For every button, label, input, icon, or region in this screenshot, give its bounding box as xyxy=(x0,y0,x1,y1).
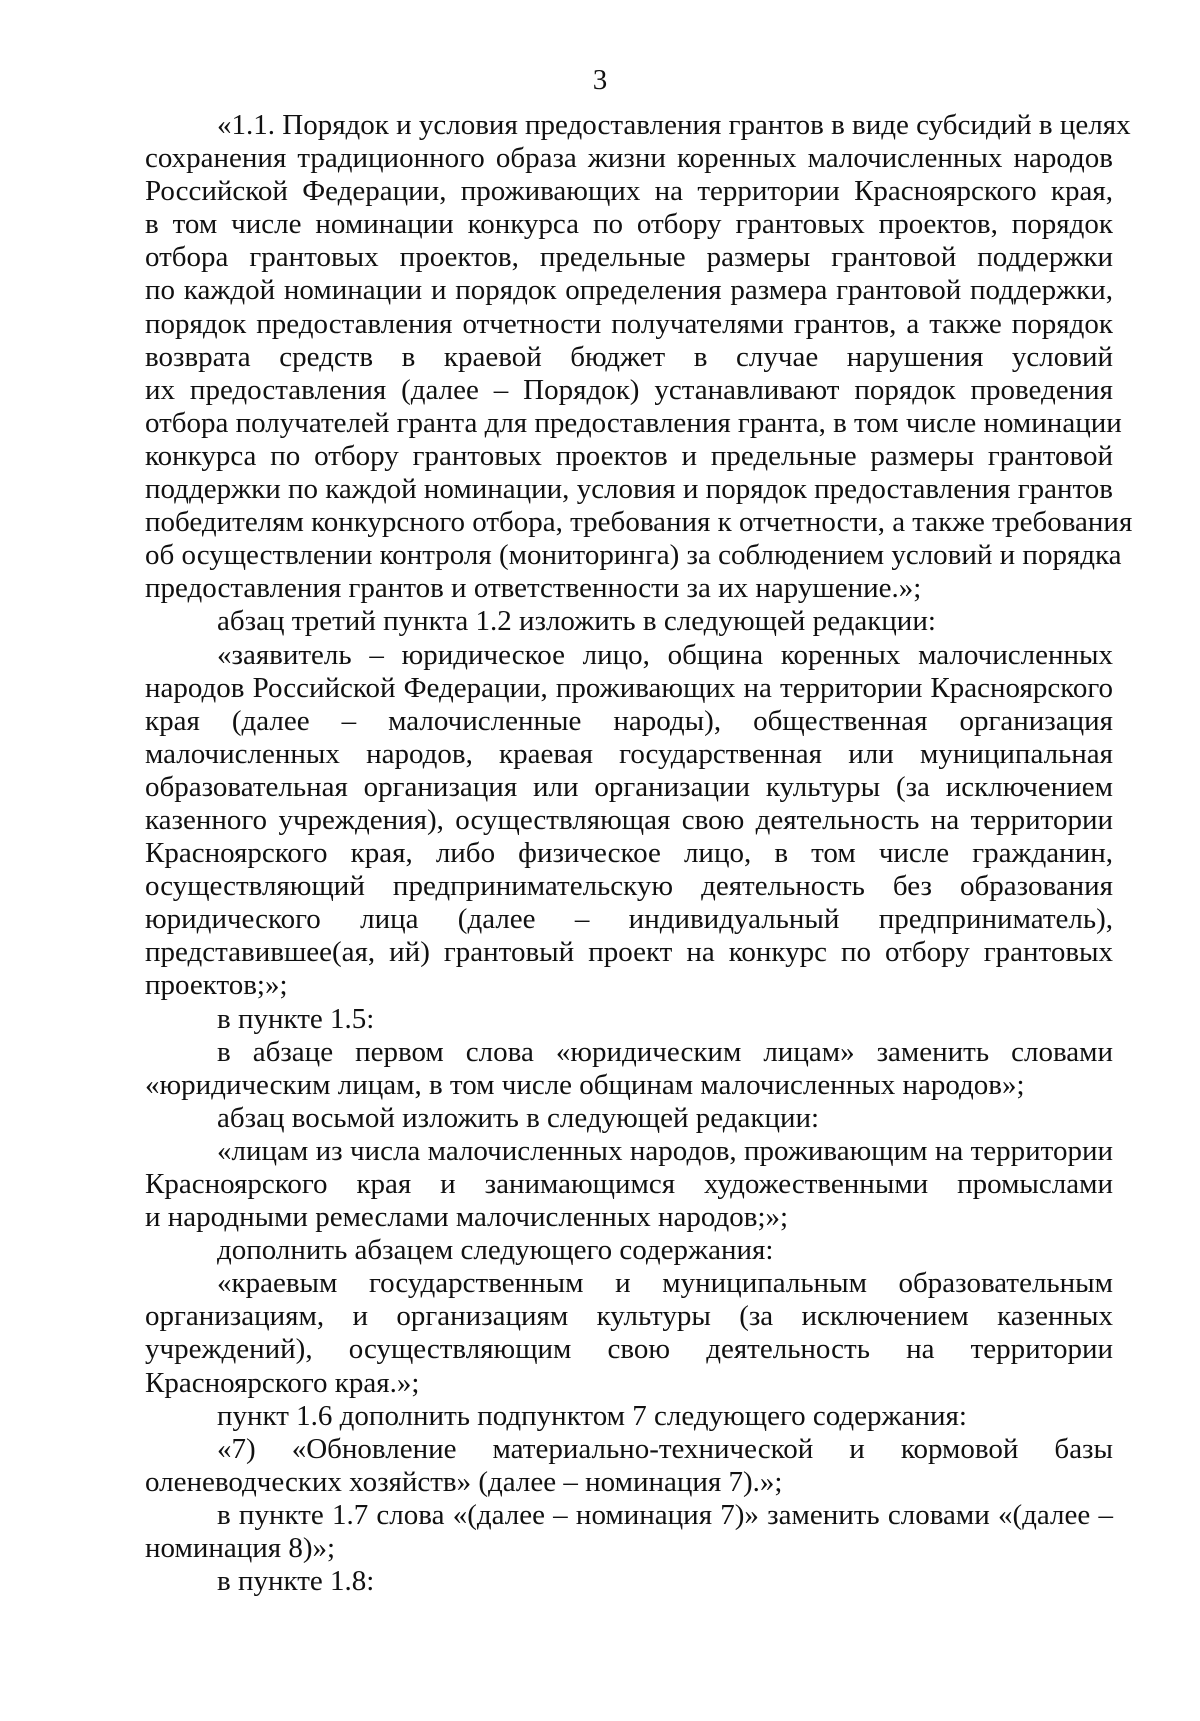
paragraph xyxy=(145,1565,1113,1598)
text-line: Красноярского края и занимающимся художественными промыслами xyxy=(145,1168,1113,1200)
text-line: порядок предоставления отчетности получателями грантов, а также порядок xyxy=(145,307,1113,340)
text-line: Красноярского края.»; xyxy=(145,1366,420,1399)
text-line: и народными ремеслами малочисленных народов;»; xyxy=(145,1201,789,1234)
text-line: конкурса по отбору грантовых проектов и предельные размеры грантовой xyxy=(145,439,1113,472)
paragraph xyxy=(145,639,1113,1003)
text-line: их предоставления (далее – Порядок) устанавливают порядок проведения xyxy=(145,373,1113,406)
text-line: Российской Федерации, проживающих на территории Красноярского края, xyxy=(145,175,1113,208)
text-line: пункт 1.6 дополнить подпунктом 7 следующего содержания: xyxy=(217,1399,967,1432)
text-line: «лицам из числа малочисленных народов, проживающим на территории xyxy=(217,1134,1113,1167)
text-line: народов Российской Федерации, проживающих на территории Красноярского xyxy=(145,671,1113,704)
text-line: в том числе номинации конкурса по отбору грантовых проектов, порядок xyxy=(145,208,1113,241)
text-line: дополнить абзацем следующего содержания: xyxy=(217,1234,774,1267)
text-line: оленеводческих хозяйств» (далее – номинация 7).»; xyxy=(145,1465,783,1498)
document-body xyxy=(145,109,1133,1598)
text-line: по каждой номинации и порядок определения размера грантовой поддержки, xyxy=(145,274,1113,307)
paragraph xyxy=(145,1036,1113,1102)
text-line: Красноярского края, либо физическое лицо, в том числе гражданин, xyxy=(145,837,1113,870)
text-line: малочисленных народов, краевая государственная или муниципальная xyxy=(145,737,1113,770)
text-line: юридического лица (далее – индивидуальный предприниматель), xyxy=(145,903,1113,936)
paragraph xyxy=(145,1499,1113,1565)
paragraph xyxy=(145,605,1113,638)
text-line: «7) «Обновление материально-технической и кормовой базы xyxy=(217,1432,1113,1465)
text-line: абзац третий пункта 1.2 изложить в следующей редакции: xyxy=(217,605,936,638)
text-line: проектов;»; xyxy=(145,969,288,1002)
text-line: учреждений), осуществляющим свою деятельность на территории xyxy=(145,1333,1113,1366)
text-line: возврата средств в краевой бюджет в случае нарушения условий xyxy=(145,340,1113,373)
text-line: предоставления грантов и ответственности за их нарушение.»; xyxy=(145,572,922,605)
text-line: «1.1. Порядок и условия предоставления грантов в виде субсидий в целях xyxy=(217,109,1131,141)
text-line: в пункте 1.5: xyxy=(217,1002,375,1035)
text-line: об осуществлении контроля (мониторинга) за соблюдением условий и порядка xyxy=(145,539,1122,572)
paragraph xyxy=(145,1267,1113,1399)
paragraph xyxy=(145,1003,1113,1036)
text-line: номинация 8)»; xyxy=(145,1532,336,1565)
text-line: в пункте 1.7 слова «(далее – номинация 7)» заменить словами «(далее – xyxy=(217,1498,1113,1531)
paragraph xyxy=(145,1135,1113,1234)
paragraph xyxy=(145,1400,1113,1433)
text-line: в абзаце первом слова «юридическим лицам» заменить словами xyxy=(217,1035,1113,1068)
text-line: отбора грантовых проектов, предельные размеры грантовой поддержки xyxy=(145,241,1113,274)
paragraph xyxy=(145,1234,1113,1267)
text-line: отбора получателей гранта для предоставления гранта, в том числе номинации xyxy=(145,406,1122,439)
paragraph xyxy=(145,109,1133,605)
text-line: осуществляющий предпринимательскую деятельность без образования xyxy=(145,870,1113,903)
text-line: победителям конкурсного отбора, требования к отчетности, а также требования xyxy=(145,506,1133,539)
paragraph xyxy=(145,1433,1113,1499)
text-line: поддержки по каждой номинации, условия и порядок предоставления грантов xyxy=(145,473,1113,506)
text-line: сохранения традиционного образа жизни коренных малочисленных народов xyxy=(145,142,1113,175)
text-line: представившее(ая, ий) грантовый проект на конкурс по отбору грантовых xyxy=(145,936,1113,969)
text-line: абзац восьмой изложить в следующей редакции: xyxy=(217,1101,820,1134)
text-line: «краевым государственным и муниципальным образовательным xyxy=(217,1267,1113,1300)
text-line: края (далее – малочисленные народы), общественная организация xyxy=(145,704,1113,737)
paragraph xyxy=(145,1102,1113,1135)
text-line: «заявитель – юридическое лицо, община коренных малочисленных xyxy=(217,638,1113,671)
page-number: 3 xyxy=(592,64,608,96)
text-line: казенного учреждения), осуществляющая свою деятельность на территории xyxy=(145,803,1113,836)
text-line: организациям, и организациям культуры (за исключением казенных xyxy=(145,1300,1113,1333)
text-line: образовательная организация или организации культуры (за исключением xyxy=(145,770,1113,803)
text-line: в пункте 1.8: xyxy=(217,1565,375,1598)
text-line: «юридическим лицам, в том числе общинам малочисленных народов»; xyxy=(145,1068,1025,1101)
